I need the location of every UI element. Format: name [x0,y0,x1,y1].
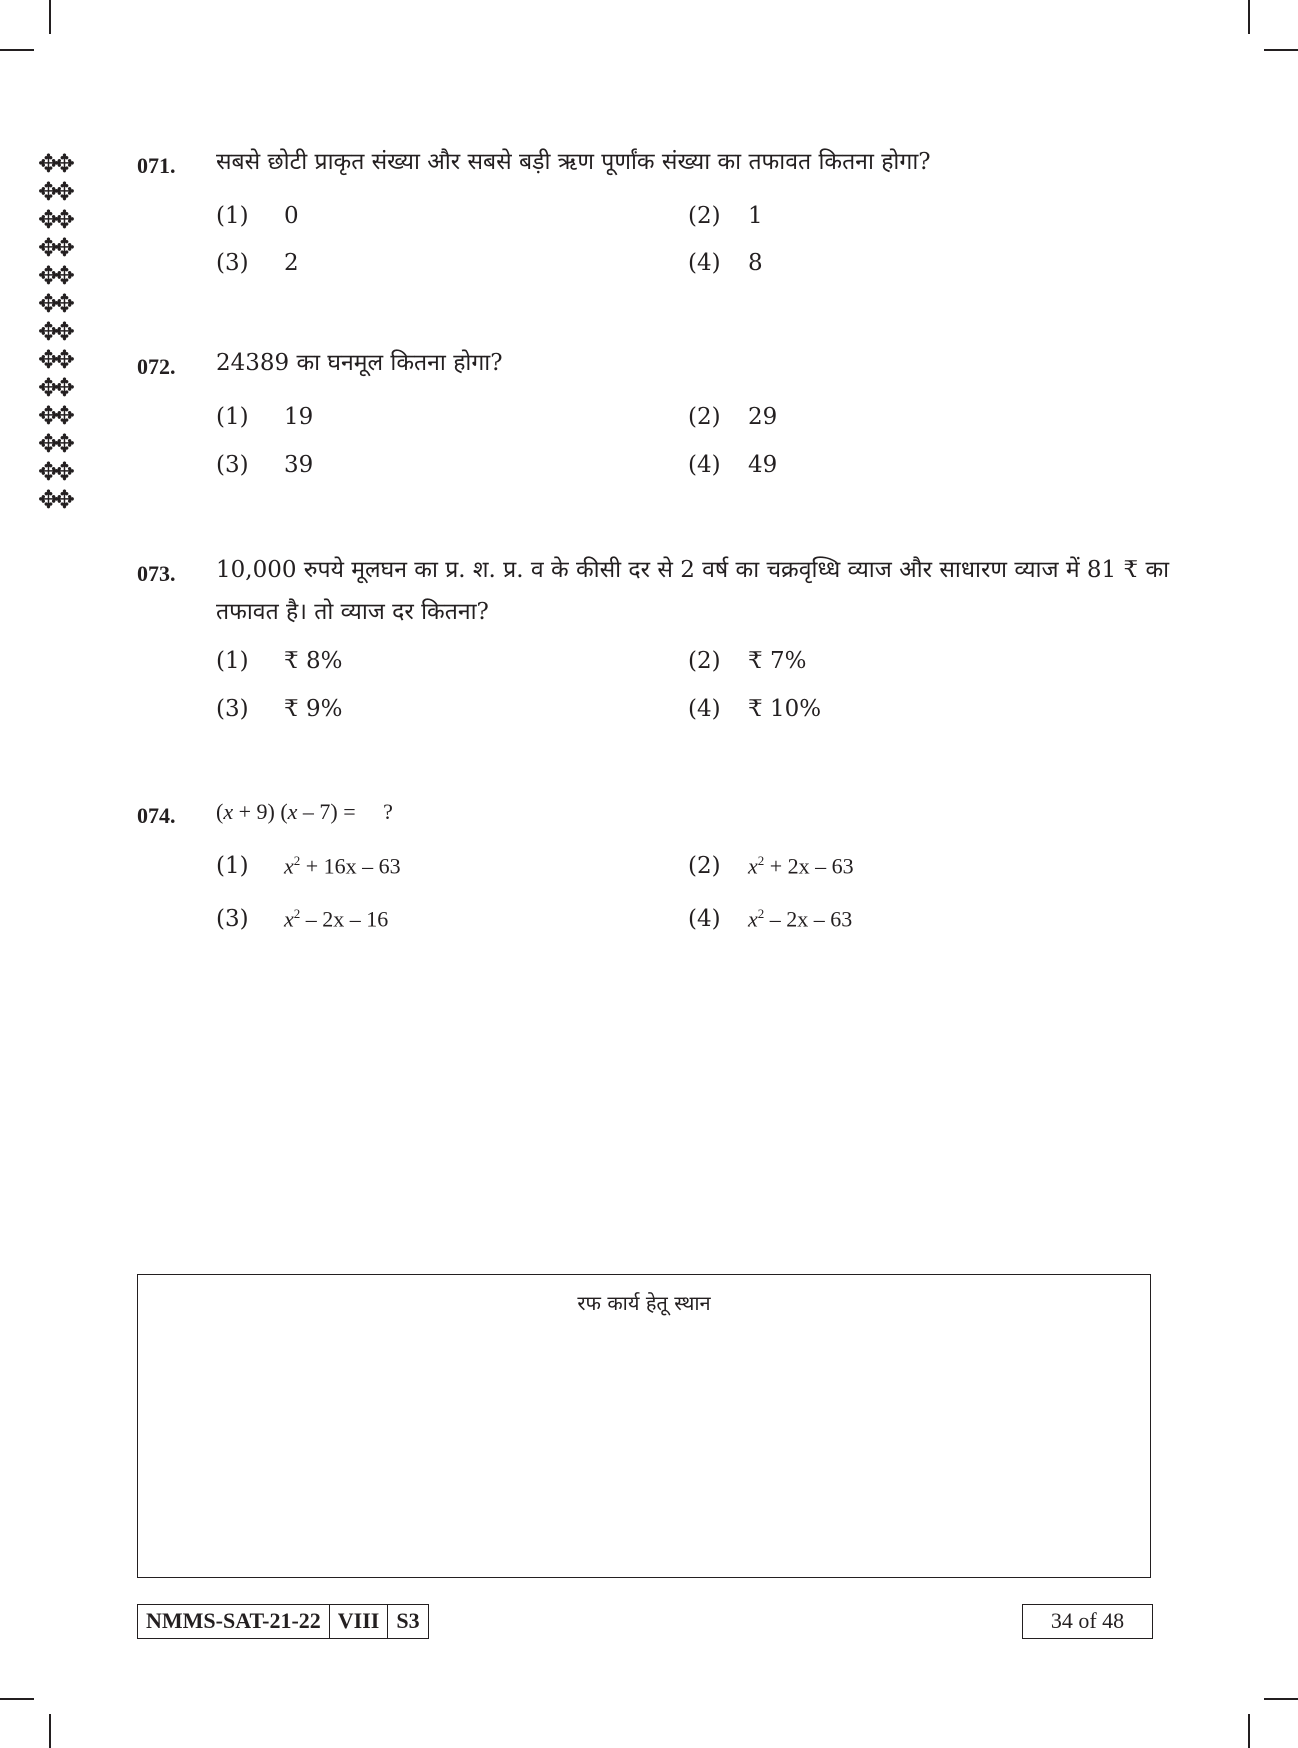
option-value: 19 [284,404,314,430]
ornament-icon: ✥✥ [38,177,70,206]
option-value: ₹ 9% [284,696,343,722]
ornament-icon: ✥✥ [38,401,70,430]
question-number: 073. [137,561,176,586]
expression-part: – 2x – 16 [300,906,389,932]
expression-part: – 7) = ? [297,799,393,824]
option-number: (4) [688,696,721,722]
page-number: 34 of 48 [1022,1604,1153,1639]
question-number: 074. [137,803,176,828]
crop-mark [49,1714,51,1748]
ornament-icon: ✥✥ [38,205,70,234]
option-number: (3) [216,452,249,478]
option-value: ₹ 10% [748,696,822,722]
option-number: (3) [216,906,249,932]
question-text: 10,000 रुपये मूलघन का प्र. श. प्र. व के कीसी दर से 2 वर्ष का चक्रवृध्धि व्याज और साधारण व्याज में 81 ₹ का तफावत है। तो व्याज दर कितना? [216,557,1170,625]
option-value: 39 [284,452,314,478]
ornament-icon: ✥✥ [38,233,70,262]
variable-x: x [223,799,234,824]
ornament-icon: ✥✥ [38,485,70,514]
option-number: (2) [688,203,721,229]
crop-mark [1248,0,1250,34]
option-number: (1) [216,203,249,229]
question-expression: (x + 9) (x – 7) = ? [216,799,393,824]
crop-mark [1248,1714,1250,1748]
option-number: (3) [216,250,249,276]
ornament-icon: ✥✥ [38,317,70,346]
ornament-icon: ✥✥ [38,345,70,374]
ornament-icon: ✥✥ [38,457,70,486]
exponent: 2 [757,853,765,868]
expression-part: + 9) ( [233,799,288,824]
option-value: 8 [748,250,763,276]
variable-x: x [287,799,298,824]
option-value: 2 [284,250,299,276]
option-number: (4) [688,452,721,478]
option-value: 0 [284,203,299,229]
exponent: 2 [293,853,301,868]
crop-mark [49,0,51,34]
section-label: S3 [387,1605,427,1638]
crop-mark [0,1698,34,1700]
ornament-column [38,150,96,514]
variable-x: x [284,906,294,932]
exponent: 2 [293,906,301,921]
option-value [748,853,854,879]
ornament-icon: ✥✥ [38,373,70,402]
option-number: (2) [688,853,721,879]
variable-x: x [748,906,758,932]
variable-x: x [748,853,758,879]
variable-x: x [284,853,294,879]
ornament-icon: ✥✥ [38,429,70,458]
option-number: (2) [688,648,721,674]
crop-mark [1264,49,1298,51]
option-value [748,906,852,932]
ornament-icon: ✥✥ [38,289,70,318]
option-number: (1) [216,853,249,879]
option-number: (4) [688,906,721,932]
option-number: (4) [688,250,721,276]
rough-work-box[interactable] [137,1274,1151,1578]
option-number: (2) [688,404,721,430]
question-text: सबसे छोटी प्राकृत संख्या और सबसे बड़ी ऋण पूर्णांक संख्या का तफावत कितना होगा? [216,149,931,175]
ornament-icon: ✥✥ [38,149,70,178]
option-value [284,906,388,932]
option-value: 49 [748,452,778,478]
option-number: (1) [216,404,249,430]
paper-code: NMMS-SAT-21-22 [146,1608,321,1633]
question-number: 071. [137,153,176,178]
option-value: 29 [748,404,778,430]
option-number: (3) [216,696,249,722]
rough-work-title: रफ कार्य हेतू स्थान [577,1291,711,1315]
question-number: 072. [137,354,176,379]
exponent: 2 [757,906,765,921]
crop-mark [0,49,34,51]
option-value [284,853,401,879]
expression-part: + 16x – 63 [300,853,401,879]
paper-code-box [137,1604,429,1639]
option-value: ₹ 8% [284,648,343,674]
crop-mark [1264,1698,1298,1700]
ornament-icon: ✥✥ [38,261,70,290]
option-value: ₹ 7% [748,648,807,674]
option-value: 1 [748,203,763,229]
expression-part: + 2x – 63 [764,853,854,879]
question-text: 24389 का घनमूल कितना होगा? [216,350,503,376]
class-label: VIII [329,1605,388,1638]
expression-part: – 2x – 63 [764,906,853,932]
option-number: (1) [216,648,249,674]
